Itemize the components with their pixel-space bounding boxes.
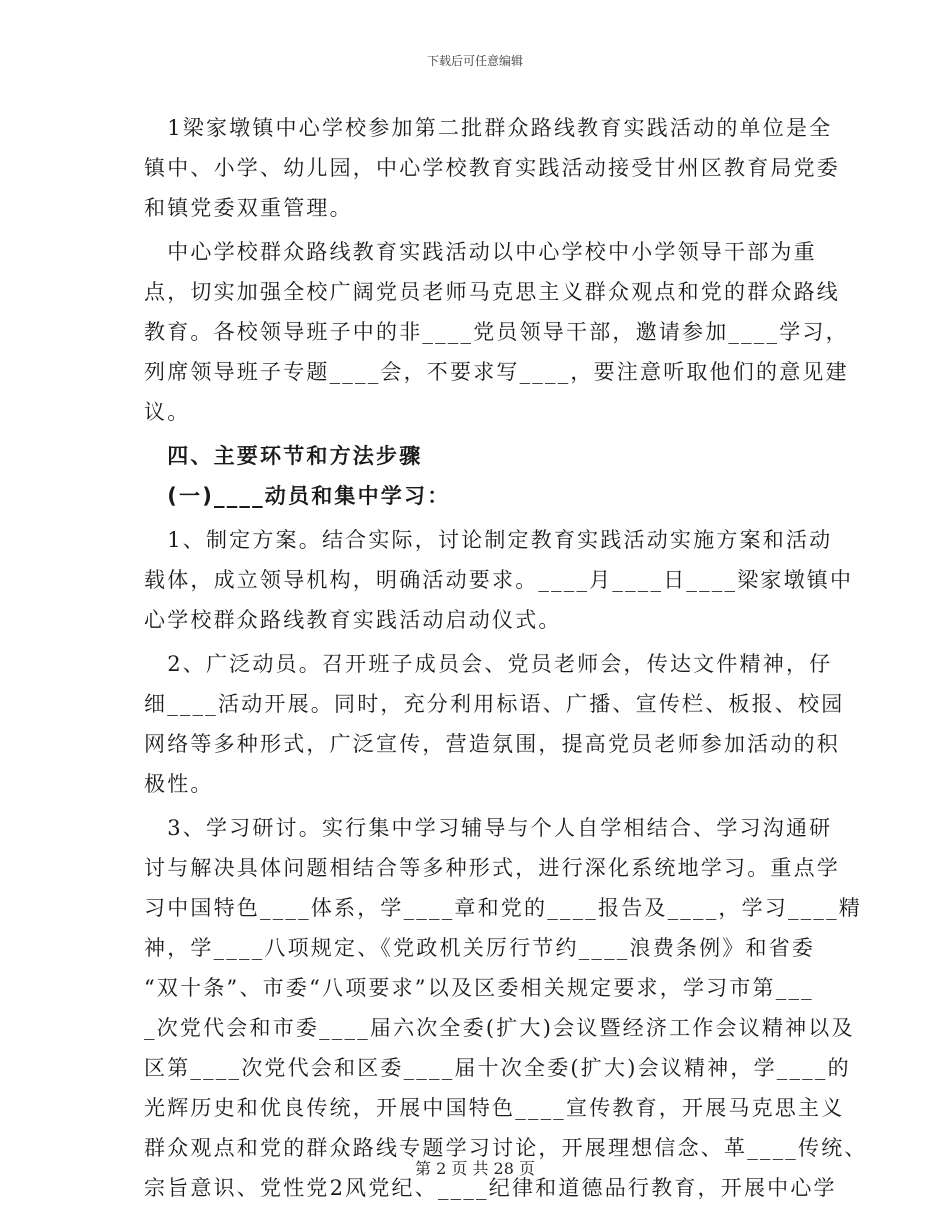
- text-line: 极性。: [144, 772, 214, 796]
- text-line: 光辉历史和优良传统，开展中国特色____宣传教育，开展马克思主义: [144, 1096, 845, 1120]
- text-line: 议。: [144, 400, 191, 424]
- text-line: 2、广泛动员。召开班子成员会、党员老师会，传达文件精神，仔: [144, 652, 833, 676]
- text-line: “双十条”、市委“八项要求”以及区委相关规定要求，学习市第___: [144, 976, 814, 1000]
- document-body: [144, 108, 868, 1208]
- subsection-heading: (一)____动员和集中学习：: [144, 484, 451, 508]
- text-line: 点，切实加强全校广阔党员老师马克思主义群众观点和党的群众路线: [144, 280, 840, 304]
- paragraph: [144, 108, 840, 228]
- text-line: 宗旨意识、党性党2风党纪、____纪律和道德品行教育，开展中心学: [144, 1176, 837, 1200]
- section-heading: 四、主要环节和方法步骤: [144, 444, 423, 468]
- text-line: 心学校群众路线教育实践活动启动仪式。: [144, 608, 562, 632]
- text-line: 列席领导班子专题____会，不要求写____，要注意听取他们的意见建: [144, 360, 849, 384]
- text-line: 细____活动开展。同时，充分利用标语、广播、宣传栏、板报、校园: [144, 692, 845, 716]
- text-line: 1、制定方案。结合实际，讨论制定教育实践活动实施方案和活动: [144, 528, 833, 552]
- page-header: 下载后可任意编辑: [426, 54, 523, 68]
- text-line: 和镇党委双重管理。: [144, 196, 353, 220]
- list-item: [144, 808, 868, 1208]
- paragraph: [144, 232, 849, 432]
- text-line: 3、学习研讨。实行集中学习辅导与个人自学相结合、学习沟通研: [144, 816, 833, 840]
- text-line: 网络等多种形式，广泛宣传，营造氛围，提高党员老师参加活动的积: [144, 732, 840, 756]
- text-line: 中心学校群众路线教育实践活动以中心学校中小学领导干部为重: [144, 240, 817, 264]
- text-line: 神，学____八项规定、《党政机关厉行节约____浪费条例》和省委: [144, 936, 816, 960]
- text-line: 1梁家墩镇中心学校参加第二批群众路线教育实践活动的单位是全: [144, 116, 833, 140]
- page-footer: 第 2 页 共 28 页: [415, 1159, 535, 1178]
- text-line: 习中国特色____体系，学____章和党的____报告及____，学习____精: [144, 896, 862, 920]
- text-line: 讨与解决具体问题相结合等多种形式，进行深化系统地学习。重点学: [144, 856, 840, 880]
- text-line: _次党代会和市委____届六次全委(扩大)会议暨经济工作会议精神以及: [144, 1016, 855, 1040]
- text-line: 教育。各校领导班子中的非____党员领导干部，邀请参加____学习，: [144, 320, 849, 344]
- text-line: 镇中、小学、幼儿园，中心学校教育实践活动接受甘州区教育局党委: [144, 156, 840, 180]
- text-line: 载体，成立领导机构，明确活动要求。____月____日____梁家墩镇中: [144, 568, 854, 592]
- text-line: 区第____次党代会和区委____届十次全委(扩大)会议精神，学____的: [144, 1056, 851, 1080]
- list-item: [144, 644, 845, 804]
- text-line: 群众观点和党的群众路线专题学习讨论，开展理想信念、革____传统、: [144, 1136, 868, 1160]
- list-item: [144, 520, 854, 640]
